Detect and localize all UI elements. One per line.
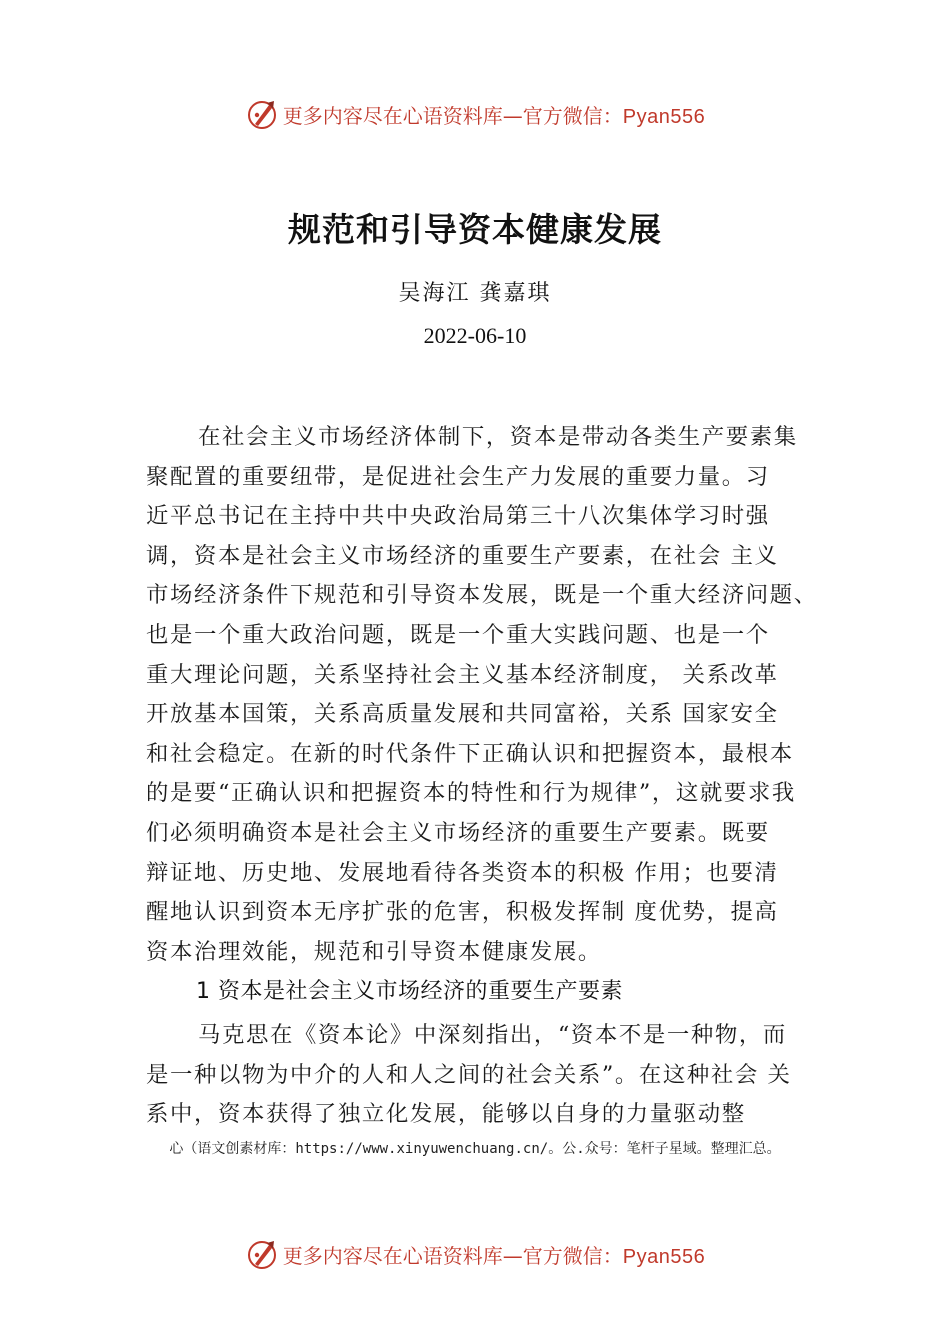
footer-banner [0,1232,950,1276]
text-line: 系中，资本获得了独立化发展，能够以自身的力量驱动整 [146,1101,746,1128]
header-banner [0,92,950,136]
banner-text [283,1240,705,1269]
text-line: 马克思在《资本论》中深刻指出，“资本不是一种物，而 [198,1022,787,1048]
banner-label: 更多内容尽在心语资料库—官方微信： [282,103,623,128]
text-line: 也是一个重大政治问题，既是一个重大实践问题、也是一个 [146,621,770,648]
section-heading: 1 资本是社会主义市场经济的重要生产要素 [196,979,623,1004]
text-line: 的是要“正确认识和把握资本的特性和行为规律”，这就要求我 [146,780,796,807]
text-line: 调，资本是社会主义市场经济的重要生产要素，在社会 主义 [146,542,779,569]
text-line: 醒地认识到资本无序扩张的危害，积极发挥制 度优势，提高 [146,899,779,926]
text-line: 和社会稳定。在新的时代条件下正确认识和把握资本，最根本 [146,740,794,767]
quill-pen-logo-icon [245,1237,279,1271]
text-line: 聚配置的重要纽带，是促进社会生产力发展的重要力量。习 [146,463,770,490]
paragraph-intro [146,418,846,972]
article-authors: 吴海江 龚嘉琪 [398,281,552,306]
text-line: 开放基本国策，关系高质量发展和共同富裕，关系 国家安全 [146,701,779,728]
text-line: 近平总书记在主持中共中央政治局第三十八次集体学习时强 [146,503,770,530]
banner-text [283,100,705,129]
text-line: 辩证地、历史地、发展地看待各类资本的积极 作用；也要清 [146,859,779,886]
source-footnote: 心（语文创素材库：https://www.xinyuwenchuang.cn/。公.众号：笔杆子星域。整理汇总。 [169,1141,781,1157]
text-line: 们必须明确资本是社会主义市场经济的重要生产要素。既要 [146,819,770,846]
article-title: 规范和引导资本健康发展 [288,210,662,249]
text-line: 资本治理效能，规范和引导资本健康发展。 [146,938,602,965]
text-line: 重大理论问题，关系坚持社会主义基本经济制度， 关系改革 [146,661,779,688]
quill-pen-logo-icon [245,97,279,131]
article-date: 2022-06-10 [423,323,527,348]
wechat-id: Pyan556 [622,105,706,128]
wechat-id: Pyan556 [622,1245,706,1268]
text-line: 在社会主义市场经济体制下，资本是带动各类生产要素集 [198,424,798,450]
text-line: 市场经济条件下规范和引导资本发展，既是一个重大经济问题、 [146,582,818,609]
text-line: 是一种以物为中介的人和人之间的社会关系”。在这种社会 关 [146,1061,792,1088]
paragraph-marx [146,1016,846,1135]
banner-label: 更多内容尽在心语资料库—官方微信： [282,1243,623,1268]
